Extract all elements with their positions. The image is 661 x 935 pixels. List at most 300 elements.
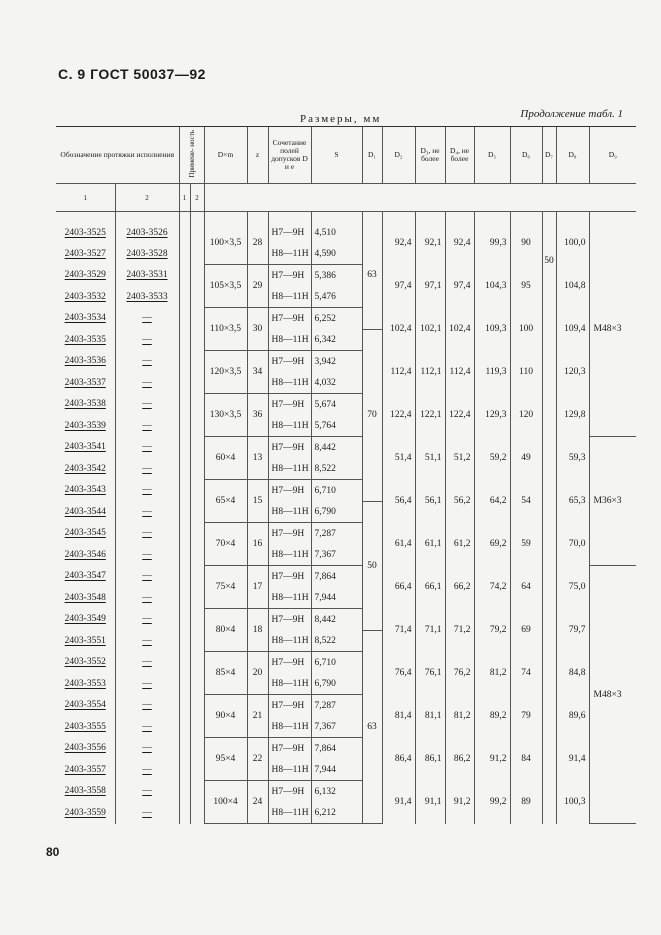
designation-1-cell: 2403-3537 [64,377,106,388]
application-2-cell [190,759,204,781]
application-2-cell [190,286,204,308]
designation-2-cell: — [115,673,179,695]
designation-2-cell: 2403-3528 [115,243,179,265]
s-cell: 7,367 [311,544,362,566]
header-tolerance: Сочетание полей допусков D и e [268,127,311,184]
application-1-cell [179,437,190,459]
designation-2-cell: — [115,458,179,480]
d6-cell: 90 [510,222,542,265]
s-cell: 6,710 [311,480,362,502]
d4-cell: 122,4 [445,394,474,437]
application-1-cell [179,480,190,502]
application-2-cell [190,308,204,330]
s-cell: 3,942 [311,351,362,373]
application-2-cell [190,265,204,287]
designation-1-cell: 2403-3547 [64,571,106,582]
subheader-2: 2 [115,184,179,212]
tolerance-cell: H8—11H [268,372,311,394]
tolerance-cell: H8—11H [268,415,311,437]
d5-cell: 104,3 [474,265,510,308]
designation-1-cell: 2403-3544 [64,506,106,517]
designation-1-cell: 2403-3529 [64,270,106,281]
d9-cell: M36×3 [589,437,636,566]
d6-cell: 89 [510,781,542,824]
application-2-cell [190,738,204,760]
dxm-cell: 105×3,5 [204,265,247,308]
d7-cell: 50 [542,222,556,824]
tolerance-cell: H7—9H [268,394,311,416]
application-1-cell [179,802,190,824]
d8-cell: 70,0 [556,523,589,566]
d3-cell: 86,1 [415,738,445,781]
d6-cell: 69 [510,609,542,652]
tolerance-cell: H8—11H [268,243,311,265]
application-1-cell [179,716,190,738]
z-cell: 36 [247,394,268,437]
d4-cell: 81,2 [445,695,474,738]
designation-2-cell: — [115,587,179,609]
tolerance-cell: H7—9H [268,437,311,459]
designation-1-cell: 2403-3559 [64,807,106,818]
application-1-cell [179,265,190,287]
header-d5: D₅ [474,127,510,184]
application-1-cell [179,759,190,781]
d3-cell: 56,1 [415,480,445,523]
d9-cell: M48×3 [589,566,636,824]
dxm-cell: 80×4 [204,609,247,652]
d5-cell: 119,3 [474,351,510,394]
header-d7: D₇ [542,127,556,184]
dxm-cell: 70×4 [204,523,247,566]
d4-cell: 66,2 [445,566,474,609]
z-cell: 18 [247,609,268,652]
application-1-cell [179,243,190,265]
d3-cell: 122,1 [415,394,445,437]
header-d2: D₂ [382,127,415,184]
application-1-cell [179,351,190,373]
tolerance-cell: H7—9H [268,781,311,803]
s-cell: 5,764 [311,415,362,437]
s-cell: 6,710 [311,652,362,674]
header-z: z [247,127,268,184]
designation-2-cell: 2403-3533 [115,286,179,308]
d4-cell: 97,4 [445,265,474,308]
d3-cell: 92,1 [415,222,445,265]
s-cell: 8,522 [311,630,362,652]
s-cell: 8,442 [311,437,362,459]
d8-cell: 104,8 [556,265,589,308]
d5-cell: 91,2 [474,738,510,781]
s-cell: 4,590 [311,243,362,265]
s-cell: 8,442 [311,609,362,631]
tolerance-cell: H7—9H [268,523,311,545]
d2-cell: 81,4 [382,695,415,738]
d3-cell: 91,1 [415,781,445,824]
d6-cell: 64 [510,566,542,609]
dxm-cell: 95×4 [204,738,247,781]
z-cell: 13 [247,437,268,480]
application-2-cell [190,716,204,738]
d5-cell: 99,3 [474,222,510,265]
designation-1-cell: 2403-3536 [64,356,106,367]
designation-2-cell: 2403-3526 [115,222,179,243]
designation-1-cell: 2403-3555 [64,721,106,732]
s-cell: 6,790 [311,501,362,523]
designation-2-cell: — [115,695,179,717]
z-cell: 20 [247,652,268,695]
application-1-cell [179,501,190,523]
z-cell: 21 [247,695,268,738]
d3-cell: 76,1 [415,652,445,695]
header-designation: Обозначение протяжки исполнения [56,127,179,184]
s-cell: 5,674 [311,394,362,416]
d2-cell: 112,4 [382,351,415,394]
tolerance-cell: H7—9H [268,566,311,588]
designation-1-cell: 2403-3556 [64,743,106,754]
application-2-cell [190,781,204,803]
application-1-cell [179,566,190,588]
application-1-cell [179,609,190,631]
subheader-spacer [204,184,636,212]
sizes-caption: Размеры, мм [300,113,382,125]
tolerance-cell: H8—11H [268,286,311,308]
spec-table [56,126,636,824]
designation-1-cell: 2403-3542 [64,463,106,474]
subheader-app-1: 1 [179,184,190,212]
d2-cell: 122,4 [382,394,415,437]
application-2-cell [190,630,204,652]
d4-cell: 76,2 [445,652,474,695]
application-2-cell [190,609,204,631]
d3-cell: 97,1 [415,265,445,308]
application-1-cell [179,286,190,308]
d4-cell: 61,2 [445,523,474,566]
designation-2-cell: — [115,738,179,760]
dxm-cell: 75×4 [204,566,247,609]
d2-cell: 71,4 [382,609,415,652]
tolerance-cell: H8—11H [268,802,311,824]
d6-cell: 79 [510,695,542,738]
application-2-cell [190,652,204,674]
d1-cell: 50 [362,501,382,630]
designation-2-cell: — [115,415,179,437]
z-cell: 16 [247,523,268,566]
z-cell: 15 [247,480,268,523]
table-header-row [56,127,636,184]
designation-1-cell: 2403-3551 [64,635,106,646]
table-continuation-label: Продолжение табл. 1 [520,108,623,120]
s-cell: 7,287 [311,523,362,545]
header-d8: D₈ [556,127,589,184]
d6-cell: 95 [510,265,542,308]
tolerance-cell: H8—11H [268,458,311,480]
spacer-row [56,212,636,223]
d6-cell: 120 [510,394,542,437]
d6-cell: 49 [510,437,542,480]
d3-cell: 61,1 [415,523,445,566]
application-2-cell [190,695,204,717]
s-cell: 7,864 [311,566,362,588]
d8-cell: 129,8 [556,394,589,437]
d2-cell: 92,4 [382,222,415,265]
subheader-1: 1 [56,184,115,212]
s-cell: 7,864 [311,738,362,760]
application-1-cell [179,523,190,545]
s-cell: 5,476 [311,286,362,308]
designation-1-cell: 2403-3557 [64,764,106,775]
tolerance-cell: H7—9H [268,652,311,674]
application-1-cell [179,738,190,760]
d6-cell: 59 [510,523,542,566]
d1-cell: 63 [362,630,382,824]
designation-1-cell: 2403-3525 [64,227,106,238]
d5-cell: 99,2 [474,781,510,824]
designation-2-cell: 2403-3531 [115,265,179,287]
application-2-cell [190,480,204,502]
d2-cell: 61,4 [382,523,415,566]
d3-cell: 81,1 [415,695,445,738]
d2-cell: 66,4 [382,566,415,609]
d8-cell: 79,7 [556,609,589,652]
designation-1-cell: 2403-3538 [64,399,106,410]
s-cell: 4,510 [311,222,362,243]
s-cell: 6,132 [311,781,362,803]
designation-2-cell: — [115,394,179,416]
dxm-cell: 100×3,5 [204,222,247,265]
z-cell: 34 [247,351,268,394]
d8-cell: 75,0 [556,566,589,609]
d6-cell: 110 [510,351,542,394]
d4-cell: 56,2 [445,480,474,523]
designation-2-cell: — [115,759,179,781]
d3-cell: 51,1 [415,437,445,480]
application-1-cell [179,695,190,717]
header-d6: D₆ [510,127,542,184]
tolerance-cell: H7—9H [268,609,311,631]
dxm-cell: 100×4 [204,781,247,824]
header-d9: D₉ [589,127,636,184]
d8-cell: 89,6 [556,695,589,738]
d2-cell: 91,4 [382,781,415,824]
d6-cell: 84 [510,738,542,781]
d2-cell: 86,4 [382,738,415,781]
designation-2-cell: — [115,351,179,373]
header-application: Примене- ность [179,127,204,184]
d2-cell: 102,4 [382,308,415,351]
d8-cell: 59,3 [556,437,589,480]
dxm-cell: 60×4 [204,437,247,480]
tolerance-cell: H7—9H [268,480,311,502]
designation-2-cell: — [115,480,179,502]
d2-cell: 97,4 [382,265,415,308]
application-1-cell [179,394,190,416]
application-1-cell [179,673,190,695]
application-1-cell [179,329,190,351]
dxm-cell: 120×3,5 [204,351,247,394]
z-cell: 29 [247,265,268,308]
designation-1-cell: 2403-3532 [64,291,106,302]
dxm-cell: 65×4 [204,480,247,523]
z-cell: 22 [247,738,268,781]
dxm-cell: 130×3,5 [204,394,247,437]
application-2-cell [190,243,204,265]
d5-cell: 89,2 [474,695,510,738]
tolerance-cell: H8—11H [268,587,311,609]
d5-cell: 64,2 [474,480,510,523]
d6-cell: 74 [510,652,542,695]
designation-2-cell: — [115,802,179,824]
d8-cell: 91,4 [556,738,589,781]
designation-1-cell: 2403-3541 [64,442,106,453]
tolerance-cell: H7—9H [268,222,311,243]
d8-cell: 84,8 [556,652,589,695]
tolerance-cell: H8—11H [268,501,311,523]
designation-1-cell: 2403-3553 [64,678,106,689]
tolerance-cell: H8—11H [268,759,311,781]
d2-cell: 56,4 [382,480,415,523]
designation-1-cell: 2403-3535 [64,334,106,345]
d4-cell: 91,2 [445,781,474,824]
designation-2-cell: — [115,329,179,351]
application-2-cell [190,673,204,695]
s-cell: 8,522 [311,458,362,480]
application-2-cell [190,437,204,459]
designation-2-cell: — [115,609,179,631]
application-1-cell [179,781,190,803]
d8-cell: 65,3 [556,480,589,523]
d6-cell: 100 [510,308,542,351]
designation-2-cell: — [115,652,179,674]
designation-1-cell: 2403-3534 [64,313,106,324]
designation-2-cell: — [115,372,179,394]
designation-1-cell: 2403-3527 [64,248,106,259]
d5-cell: 59,2 [474,437,510,480]
designation-1-cell: 2403-3549 [64,614,106,625]
application-2-cell [190,222,204,243]
application-2-cell [190,544,204,566]
page-number: 80 [46,845,60,859]
application-2-cell [190,329,204,351]
application-2-cell [190,415,204,437]
dxm-cell: 110×3,5 [204,308,247,351]
application-1-cell [179,652,190,674]
d5-cell: 109,3 [474,308,510,351]
d1-cell: 70 [362,329,382,501]
application-2-cell [190,802,204,824]
d5-cell: 69,2 [474,523,510,566]
s-cell: 6,790 [311,673,362,695]
tolerance-cell: H7—9H [268,738,311,760]
d4-cell: 86,2 [445,738,474,781]
d4-cell: 92,4 [445,222,474,265]
designation-2-cell: — [115,308,179,330]
d1-cell: 63 [362,222,382,329]
application-1-cell [179,630,190,652]
application-2-cell [190,351,204,373]
designation-1-cell: 2403-3546 [64,549,106,560]
z-cell: 28 [247,222,268,265]
designation-2-cell: — [115,501,179,523]
z-cell: 17 [247,566,268,609]
s-cell: 6,342 [311,329,362,351]
s-cell: 6,212 [311,802,362,824]
tolerance-cell: H8—11H [268,716,311,738]
d6-cell: 54 [510,480,542,523]
tolerance-cell: H8—11H [268,544,311,566]
designation-2-cell: — [115,716,179,738]
table-row [56,222,636,243]
s-cell: 7,944 [311,759,362,781]
tolerance-cell: H7—9H [268,265,311,287]
dxm-cell: 85×4 [204,652,247,695]
d5-cell: 74,2 [474,566,510,609]
d3-cell: 71,1 [415,609,445,652]
page-title: С. 9 ГОСТ 50037—92 [58,66,206,82]
d8-cell: 100,3 [556,781,589,824]
s-cell: 7,944 [311,587,362,609]
s-cell: 7,367 [311,716,362,738]
header-d3: D₃, не более [415,127,445,184]
application-1-cell [179,544,190,566]
designation-2-cell: — [115,544,179,566]
application-1-cell [179,587,190,609]
designation-2-cell: — [115,523,179,545]
application-1-cell [179,458,190,480]
d4-cell: 102,4 [445,308,474,351]
s-cell: 5,386 [311,265,362,287]
tolerance-cell: H7—9H [268,308,311,330]
application-1-cell [179,372,190,394]
tolerance-cell: H8—11H [268,630,311,652]
designation-1-cell: 2403-3548 [64,592,106,603]
d4-cell: 51,2 [445,437,474,480]
s-cell: 4,032 [311,372,362,394]
header-s: S [311,127,362,184]
d3-cell: 102,1 [415,308,445,351]
d2-cell: 76,4 [382,652,415,695]
s-cell: 6,252 [311,308,362,330]
application-1-cell [179,415,190,437]
designation-1-cell: 2403-3545 [64,528,106,539]
designation-1-cell: 2403-3558 [64,786,106,797]
d3-cell: 112,1 [415,351,445,394]
d8-cell: 109,4 [556,308,589,351]
d4-cell: 71,2 [445,609,474,652]
d8-cell: 120,3 [556,351,589,394]
d4-cell: 112,4 [445,351,474,394]
d2-cell: 51,4 [382,437,415,480]
header-dxm: D×m [204,127,247,184]
d5-cell: 79,2 [474,609,510,652]
d5-cell: 81,2 [474,652,510,695]
application-1-cell [179,222,190,243]
application-2-cell [190,501,204,523]
subheader-app-2: 2 [190,184,204,212]
z-cell: 30 [247,308,268,351]
tolerance-cell: H8—11H [268,329,311,351]
d8-cell: 100,0 [556,222,589,265]
tolerance-cell: H7—9H [268,695,311,717]
dxm-cell: 90×4 [204,695,247,738]
designation-1-cell: 2403-3552 [64,657,106,668]
application-2-cell [190,394,204,416]
spec-table-wrapper [56,126,636,824]
z-cell: 24 [247,781,268,824]
table-subheader-row [56,184,636,212]
application-2-cell [190,523,204,545]
designation-2-cell: — [115,781,179,803]
header-d4: D₄, не более [445,127,474,184]
